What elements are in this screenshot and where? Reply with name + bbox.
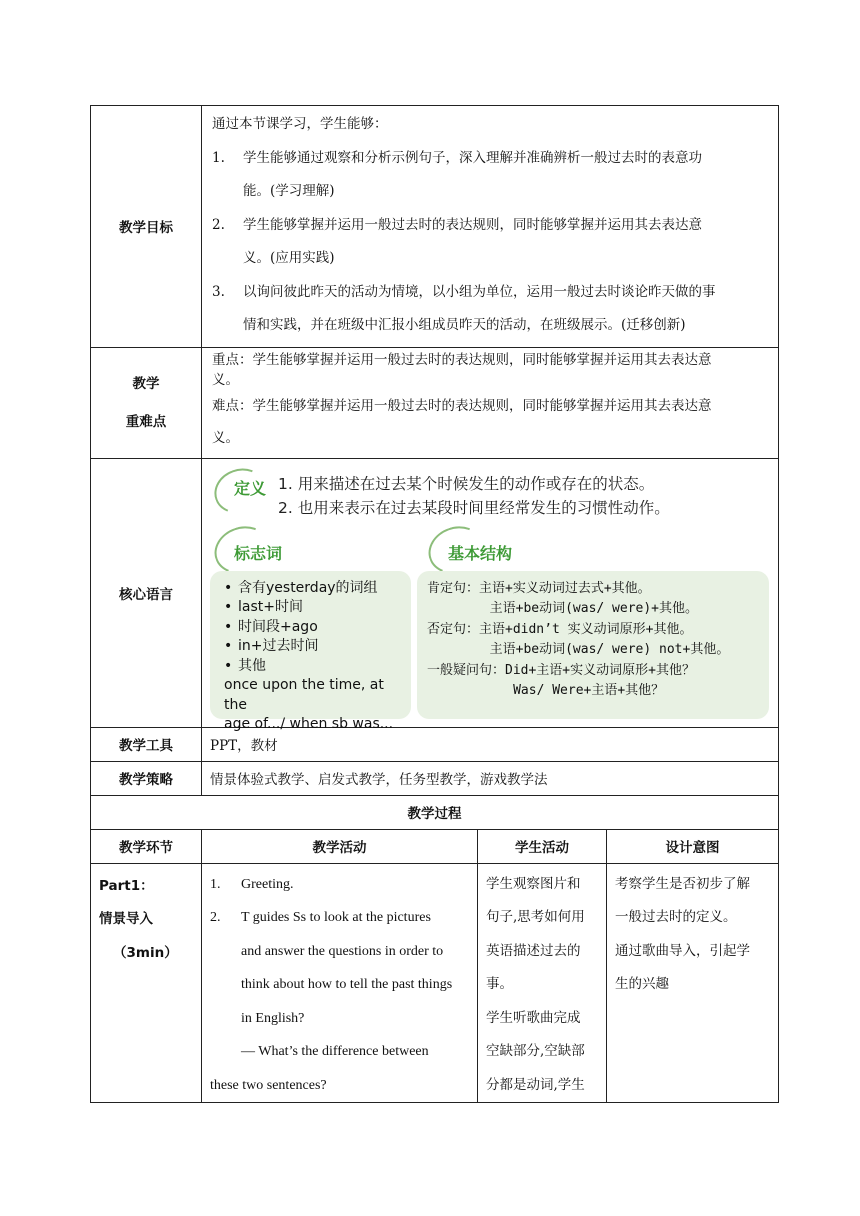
part1-time: （3min） (113, 944, 178, 961)
signal-word-item: • 时间段+ago (238, 618, 411, 638)
difficult-point-line: 难点：学生能够掌握并运用一般过去时的表达规则，同时能够掌握并运用其去表达意 (212, 397, 712, 414)
student-line: 学生观察图片和 (486, 875, 581, 892)
design-line: 一般过去时的定义。 (615, 909, 737, 925)
design-line: 生的兴趣 (615, 976, 669, 992)
student-line: 分都是动词,学生 (486, 1076, 585, 1093)
activity-item-cont: think about how to tell the past things (241, 977, 453, 992)
strategy-label: 教学策略 (91, 761, 202, 795)
core-language-graphic (202, 459, 778, 732)
signal-word-item: • last+时间 (238, 598, 411, 618)
design-line: 通过歌曲导入，引起学 (615, 942, 750, 959)
structure-heading: 基本结构 (448, 543, 513, 563)
definition-heading: 定义 (234, 478, 267, 498)
structure-line: 肯定句：主语+实义动词过去式+其他。 (427, 580, 651, 596)
key-point-line: 重点：学生能够掌握并运用一般过去时的表达规则，同时能够掌握并运用其去表达意 (212, 351, 712, 368)
design-line: 考察学生是否初步了解 (615, 875, 750, 892)
tools-value: PPT，教材 (202, 727, 779, 761)
signal-word-item: • in+过去时间 (238, 637, 411, 657)
signal-word-item: • 含有yesterday的词组 (238, 579, 411, 599)
part1-teacher-activity (202, 863, 478, 1103)
signal-words-tail: once upon the time, at the (224, 677, 384, 713)
activity-item-cont: and answer the questions in order to (241, 943, 444, 959)
structure-line: 一般疑问句：Did+主语+实义动词原形+其他？ (427, 662, 695, 678)
core-language-row (91, 458, 779, 727)
signal-words-tail: age of.../ when sb was... (224, 716, 394, 732)
structure-text (417, 571, 769, 702)
key-point-line: 义。 (212, 371, 239, 388)
structure-line: 否定句：主语+didn’t 实义动词原形+其他。 (427, 621, 693, 637)
student-line: 英语描述过去的 (486, 942, 581, 959)
definition-line: 1. 用来描述在过去某个时候发生的动作或存在的状态。 (278, 474, 655, 493)
activity-item: 2. T guides Ss to look at the pictures (210, 910, 431, 925)
student-line: 空缺部分,空缺部 (486, 1043, 585, 1059)
objectives-content (202, 106, 779, 348)
header-stage: 教学环节 (91, 829, 202, 863)
key-difficult-row (91, 347, 779, 458)
header-design-intent: 设计意图 (607, 829, 779, 863)
structure-line: Was/ Were+主语+其他？ (427, 683, 665, 698)
signal-words-list (210, 571, 411, 677)
objective-item-cont: 能。(学习理解) (243, 183, 335, 199)
strategy-value: 情景体验式教学、启发式教学，任务型教学，游戏教学法 (202, 761, 779, 795)
activity-question-cont: these two sentences? (210, 1077, 327, 1093)
strategy-row (91, 761, 779, 795)
tools-label: 教学工具 (91, 727, 202, 761)
part1-student-activity (478, 863, 607, 1103)
key-difficult-label: 教学 重难点 (91, 347, 202, 458)
objectives-label: 教学目标 (91, 106, 202, 348)
header-teacher-activity: 教学活动 (202, 829, 478, 863)
part1-design-intent (607, 863, 779, 1103)
objective-item: 3. 以询问彼此昨天的活动为情境，以小组为单位，运用一般过去时谈论昨天做的事 (212, 283, 716, 300)
activity-item-cont: in English? (241, 1010, 305, 1026)
signal-word-item: • 其他 (238, 657, 411, 677)
student-line: 句子,思考如何用 (486, 909, 585, 925)
student-line: 学生听歌曲完成 (486, 1009, 581, 1026)
process-title: 教学过程 (91, 795, 779, 829)
objective-item: 2. 学生能够掌握并运用一般过去时的表达规则，同时能够掌握并运用其去表达意 (212, 216, 702, 233)
part1-name: Part1： (99, 877, 154, 894)
key-difficult-content (202, 347, 779, 458)
process-row-part1 (91, 863, 779, 1103)
activity-item: 1. Greeting. (210, 876, 294, 892)
lesson-plan-table (90, 105, 779, 1103)
process-header-row (91, 829, 779, 863)
part1-stage (91, 864, 201, 971)
process-title-row (91, 795, 779, 829)
signal-words-box (210, 571, 411, 732)
structure-line: 主语+be动词(was/ were) not+其他。 (427, 642, 730, 657)
lesson-plan-page (90, 105, 778, 1103)
core-language-content (202, 458, 779, 732)
objective-item-cont: 情和实践，并在班级中汇报小组成员昨天的活动，在班级展示。(迁移创新) (243, 317, 686, 333)
objectives-intro: 通过本节课学习，学生能够： (212, 116, 388, 132)
student-line: 事。 (486, 976, 513, 992)
signal-heading: 标志词 (234, 543, 283, 563)
structure-box (417, 571, 769, 719)
core-language-label: 核心语言 (91, 458, 202, 727)
tools-row (91, 727, 779, 761)
structure-line: 主语+be动词(was/ were)+其他。 (427, 601, 699, 616)
header-student-activity: 学生活动 (478, 829, 607, 863)
objective-item: 1. 学生能够通过观察和分析示例句子，深入理解并准确辨析一般过去时的表意功 (212, 149, 702, 166)
objective-item-cont: 义。(应用实践) (243, 250, 335, 266)
part1-stage-cell (91, 863, 202, 1103)
definition-line: 2. 也用来表示在过去某段时间里经常发生的习惯性动作。 (278, 498, 670, 517)
activity-question: — What’s the difference between (241, 1044, 429, 1059)
objectives-row (91, 106, 779, 348)
difficult-point-line: 义。 (212, 429, 239, 446)
part1-stage-name: 情景导入 (99, 911, 153, 927)
